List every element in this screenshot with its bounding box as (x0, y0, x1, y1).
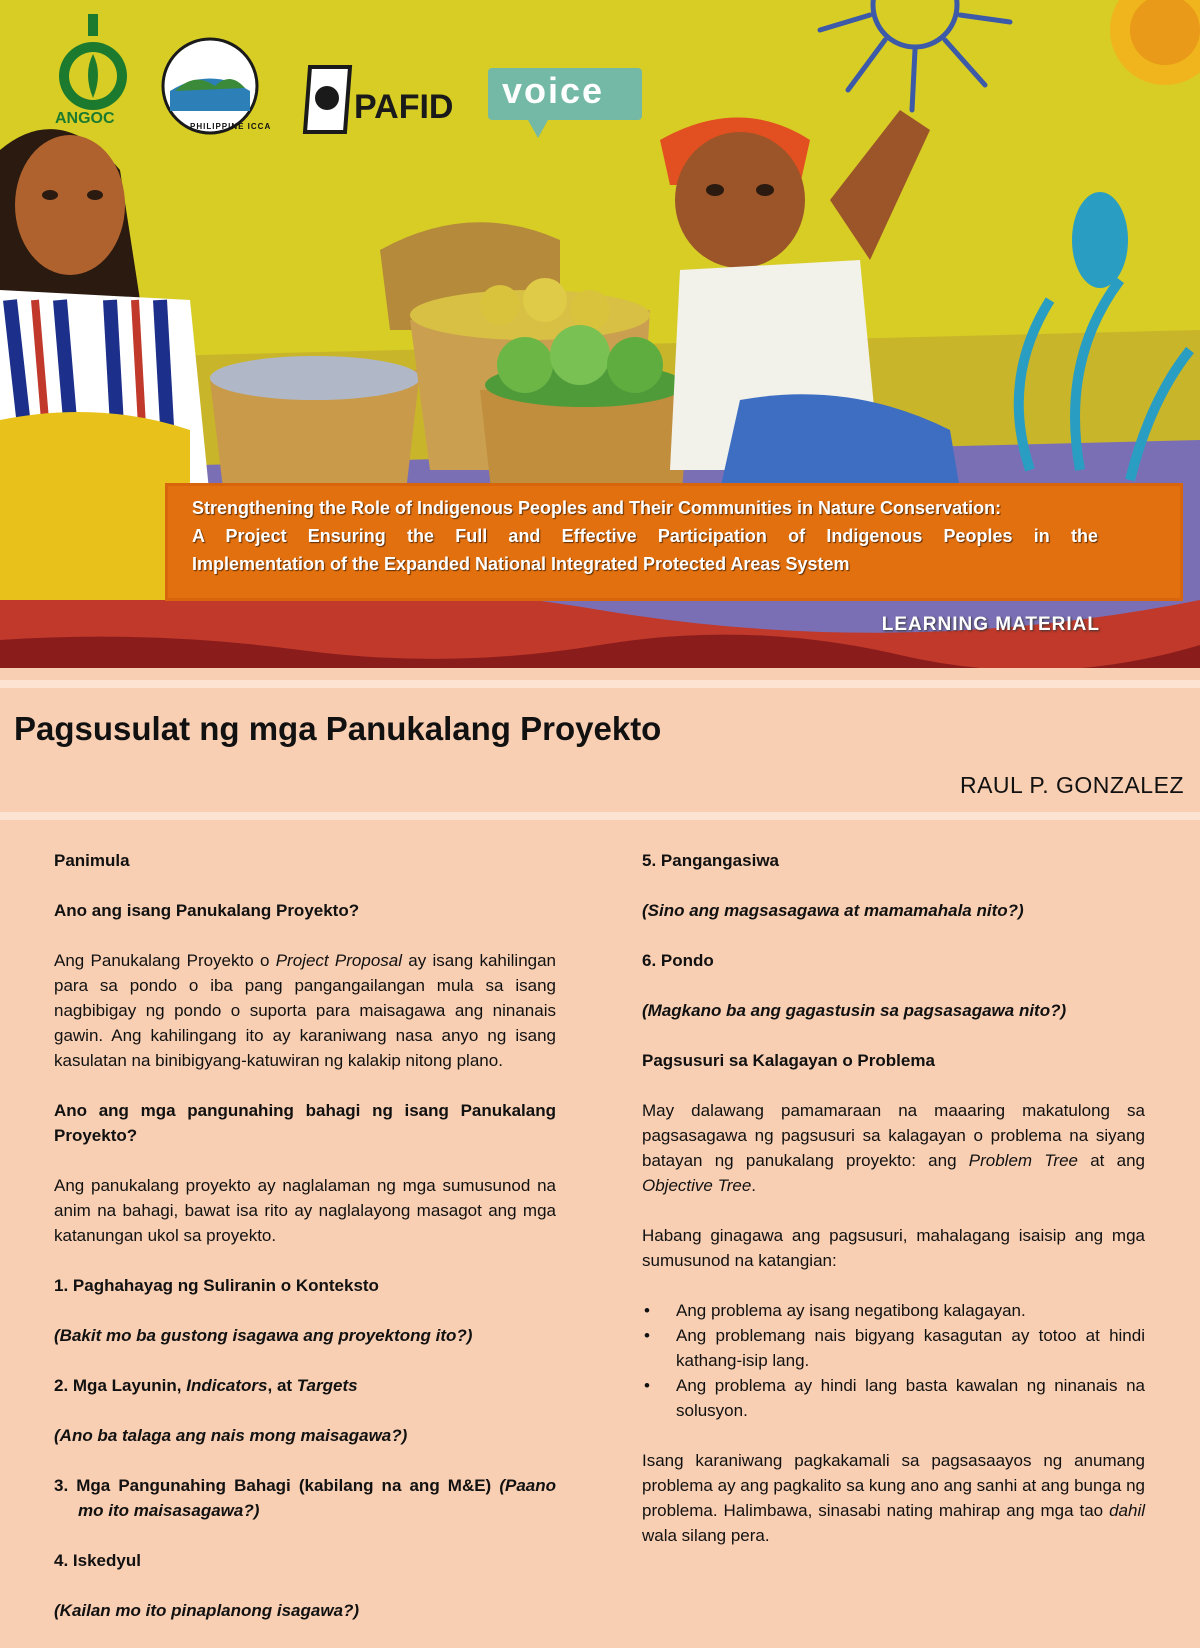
pafid-label: PAFID (354, 88, 454, 126)
left-column (54, 848, 556, 1648)
heading-panimula: Panimula (54, 851, 130, 870)
paragraph-characteristics: Habang ginagawa ang pagsusuri, mahalagang isaisip ang mga sumusunod na katangian: (642, 1226, 1145, 1270)
list-item: • Ang problemang nais bigyang kasagutan ay totoo at hindi kathang-isip lang. (642, 1323, 1145, 1373)
list-item-6-question: (Magkano ba ang gagastusin sa pagsasagawa nito?) (642, 1001, 1067, 1020)
list-item-1-question: (Bakit mo ba gustong isagawa ang proyektong ito?) (54, 1326, 473, 1345)
pafid-logo (300, 62, 360, 136)
divider-bottom (0, 812, 1200, 820)
emphasis: Problem Tree (968, 1151, 1078, 1170)
learning-material-label: LEARNING MATERIAL (881, 614, 1100, 635)
page-title: Pagsusulat ng mga Panukalang Proyekto (14, 710, 662, 747)
text-run: wala silang pera. (642, 1526, 770, 1545)
list-item-2-question: (Ano ba talaga ang nais mong maisagawa?) (54, 1426, 408, 1445)
text-run: . (751, 1176, 757, 1195)
emphasis: Targets (296, 1376, 358, 1395)
heading-pagsusuri: Pagsusuri sa Kalagayan o Problema (642, 1051, 935, 1070)
divider-top (0, 680, 1200, 688)
heading-bahagi: Ano ang mga pangunahing bahagi ng isang Panukalang Proyekto? (54, 1101, 556, 1145)
text-run: Isang karaniwang pagkakamali sa pagsasaayos ng anumang problema ay ang pagkalito sa kung ano ang sanhi at ang bunga ng problema. Halimbawa, sinasabi nating mahirap ang mga tao (642, 1451, 1145, 1520)
text-run: 2. Mga Layunin, (54, 1376, 187, 1395)
emphasis: (Paano mo ito maisasagawa?) (78, 1476, 556, 1520)
paragraph-methods (642, 1098, 1145, 1198)
banner-line-1: Strengthening the Role of Indigenous Peoples and Their Communities in Nature Conservation: (192, 498, 1002, 518)
list-item-6: 6. Pondo (642, 951, 714, 970)
text-run: , at (267, 1376, 297, 1395)
parts-list (54, 1273, 556, 1623)
right-column (642, 848, 1145, 1573)
text-run: May dalawang pamamaraan na maaaring makatulong sa pagsasagawa ng pagsusuri sa kalagayan o problema na siyang batayan ng panukalang proyekto: ang (642, 1101, 1145, 1170)
list-item-2 (54, 1373, 556, 1398)
emphasis: Objective Tree (642, 1176, 752, 1195)
philippine-icca-logo (160, 36, 260, 136)
text-run: Ang Panukalang Proyekto o (54, 951, 276, 970)
banner-line-2: A Project Ensuring the Full and Effective Participation of Indigenous Peoples in the (192, 526, 1098, 546)
banner-text (192, 494, 1098, 578)
icca-label: PHILIPPINE ICCA (190, 122, 272, 131)
partner-logos (50, 10, 670, 140)
list-item-4: 4. Iskedyul (54, 1551, 141, 1570)
paragraph-common-mistake (642, 1448, 1145, 1548)
paragraph-definition (54, 948, 556, 1073)
list-item-5-question: (Sino ang magsasagawa at mamamahala nito?) (642, 901, 1024, 920)
list-item: • Ang problema ay hindi lang basta kawalan ng ninanais na solusyon. (642, 1373, 1145, 1423)
list-item-4-question: (Kailan mo ito pinaplanong isagawa?) (54, 1601, 360, 1620)
characteristics-list (642, 1298, 1145, 1423)
text-run: at ang (1078, 1151, 1145, 1170)
text-run: 3. Mga Pangunahing Bahagi (kabilang na ang M&E) (54, 1476, 500, 1495)
voice-label: voice (502, 70, 605, 111)
emphasis: dahil (1109, 1501, 1145, 1520)
list-item-3 (54, 1473, 556, 1523)
list-item-5: 5. Pangangasiwa (642, 851, 779, 870)
cover-illustration (0, 0, 1200, 668)
text-run: ay isang kahilingan para sa pondo o iba pang pangangailangan mula sa isang nagbibigay ng pondo o suporta para maisagawa ang ninanais gawin. Ang kahilingang ito ay karaniwang nasa anyo ng isang kasulatan na binibigyang-katuwiran ng kalakip nitong plano. (54, 951, 557, 1070)
banner-line-3: Implementation of the Expanded National Integrated Protected Areas System (192, 554, 850, 574)
heading-ano-ang-panukala: Ano ang isang Panukalang Proyekto? (54, 901, 360, 920)
project-banner (168, 486, 1180, 598)
angoc-label: ANGOC (55, 110, 115, 127)
author-name: RAUL P. GONZALEZ (959, 772, 1184, 798)
emphasis: Project Proposal (275, 951, 403, 970)
list-item: • Ang problema ay isang negatibong kalagayan. (642, 1298, 1145, 1323)
list-item-1: 1. Paghahayag ng Suliranin o Konteksto (54, 1276, 379, 1295)
emphasis: Indicators (186, 1376, 268, 1395)
paragraph-parts-intro: Ang panukalang proyekto ay naglalaman ng mga sumusunod na anim na bahagi, bawat isa rito ay naglalayong masagot ang mga katanungan ukol sa proyekto. (54, 1176, 556, 1245)
